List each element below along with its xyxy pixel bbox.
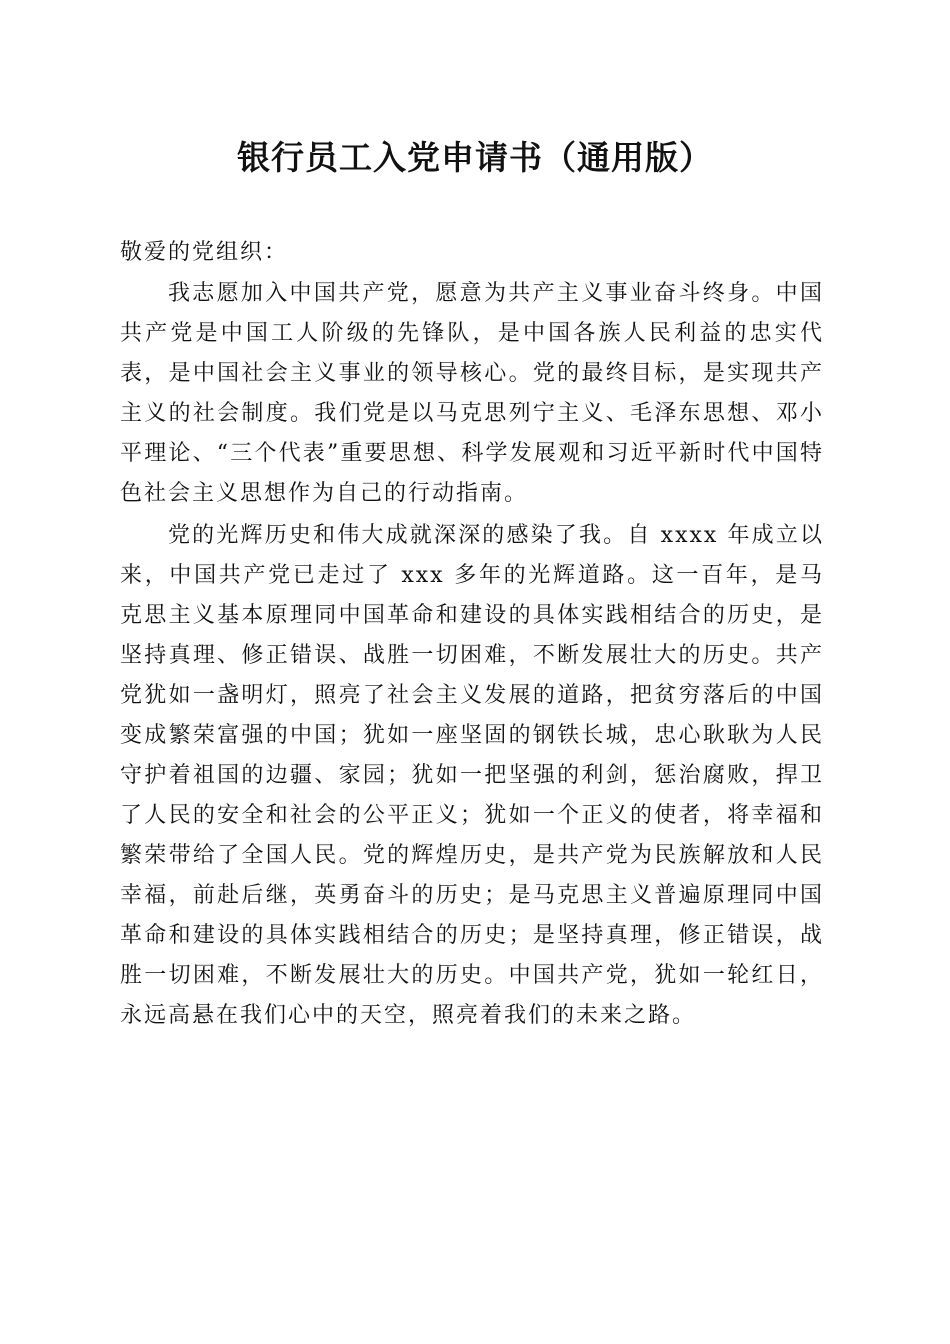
salutation: 敬爱的党组织： xyxy=(120,240,289,265)
document-title: 银行员工入党申请书（通用版） xyxy=(237,138,713,177)
paragraph-1: 我志愿加入中国共产党，愿意为共产主义事业奋斗终身。中国共产党是中国工人阶级的先锋队，是中国各族人民利益的忠实代表，是中国社会主义事业的领导核心。党的最终目标，是实现共产主义的社会制度。我们党是以马克思列宁主义、毛泽东思想、邓小平理论、“三个代表”重要思想、科学发展观和习近平新时代中国特色社会主义思想作为自己的行动指南。 xyxy=(120,281,824,506)
document-body xyxy=(120,232,824,1036)
paragraph-2: 党的光辉历史和伟大成就深深的感染了我。自 xxxx 年成立以来，中国共产党已走过了 xxx 多年的光辉道路。这一百年，是马克思主义基本原理同中国革命和建设的具体实践相结合的历史，是坚持真理、修正错误、战胜一切困难，不断发展壮大的历史。共产党犹如一盏明灯，照亮了社会主义发展的道路，把贫穷落后的中国变成繁荣富强的中国；犹如一座坚固的钢铁长城，忠心耿耿为人民守护着祖国的边疆、家园；犹如一把坚强的利剑，惩治腐败，捍卫了人民的安全和社会的公平正义；犹如一个正义的使者，将幸福和繁荣带给了全国人民。党的辉煌历史，是共产党为民族解放和人民幸福，前赴后继，英勇奋斗的历史；是马克思主义普遍原理同中国革命和建设的具体实践相结合的历史；是坚持真理，修正错误，战胜一切困难，不断发展壮大的历史。中国共产党，犹如一轮红日，永远高悬在我们心中的天空，照亮着我们的未来之路。 xyxy=(120,523,824,1028)
